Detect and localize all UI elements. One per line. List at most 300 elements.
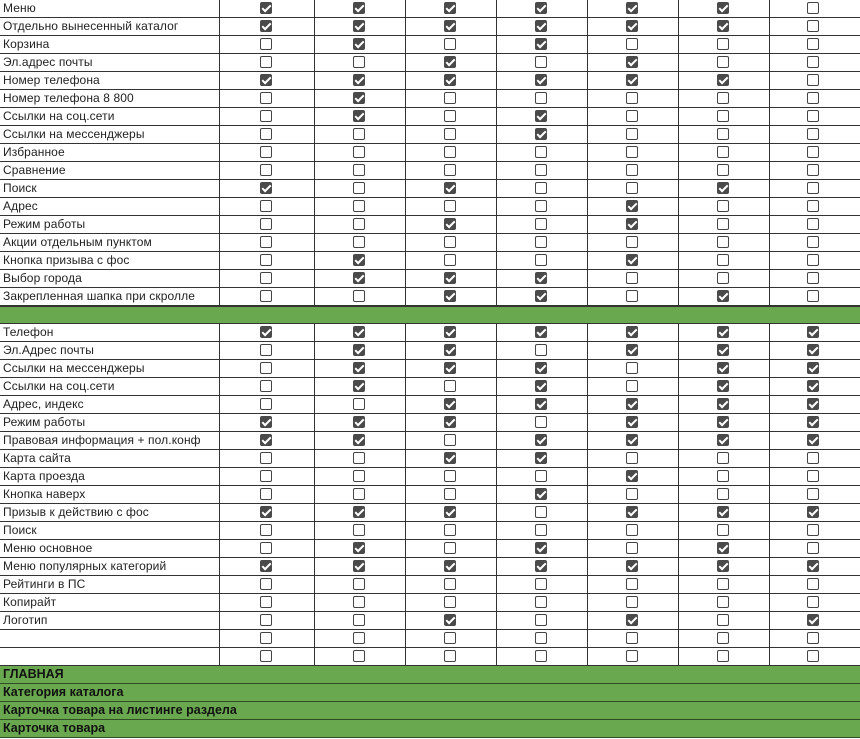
checkbox-unchecked[interactable] [444, 146, 456, 158]
checkbox-unchecked[interactable] [353, 524, 365, 536]
table-cell [770, 216, 860, 233]
checkbox-checked[interactable] [535, 398, 547, 410]
checkbox-unchecked[interactable] [353, 632, 365, 644]
checkbox-unchecked[interactable] [807, 236, 819, 248]
checkbox-checked[interactable] [535, 272, 547, 284]
checkbox-unchecked[interactable] [626, 290, 638, 302]
checkbox-unchecked[interactable] [535, 416, 547, 428]
checkbox-unchecked[interactable] [717, 614, 729, 626]
checkbox-checked[interactable] [717, 290, 729, 302]
checkbox-unchecked[interactable] [444, 38, 456, 50]
checkbox-checked[interactable] [626, 20, 638, 32]
checkbox-unchecked[interactable] [535, 146, 547, 158]
table-cell [679, 342, 770, 359]
checkbox-unchecked[interactable] [807, 200, 819, 212]
row-label [0, 648, 220, 665]
checkbox-unchecked[interactable] [444, 524, 456, 536]
checkbox-unchecked[interactable] [717, 38, 729, 50]
checkbox-unchecked[interactable] [444, 110, 456, 122]
checkbox-unchecked[interactable] [717, 236, 729, 248]
checkbox-unchecked[interactable] [626, 524, 638, 536]
checkbox-unchecked[interactable] [260, 164, 272, 176]
checkbox-checked[interactable] [717, 506, 729, 518]
table-cell [406, 252, 497, 269]
checkbox-checked[interactable] [717, 182, 729, 194]
checkbox-checked[interactable] [807, 380, 819, 392]
checkbox-unchecked[interactable] [717, 92, 729, 104]
checkbox-unchecked[interactable] [717, 632, 729, 644]
checkbox-unchecked[interactable] [626, 92, 638, 104]
checkbox-unchecked[interactable] [353, 290, 365, 302]
checkbox-unchecked[interactable] [260, 236, 272, 248]
checkbox-unchecked[interactable] [260, 200, 272, 212]
checkbox-unchecked[interactable] [807, 20, 819, 32]
checkbox-unchecked[interactable] [260, 650, 272, 662]
checkbox-unchecked[interactable] [535, 236, 547, 248]
checkbox-checked[interactable] [535, 452, 547, 464]
table-cell [315, 162, 406, 179]
checkbox-unchecked[interactable] [444, 650, 456, 662]
checkbox-unchecked[interactable] [626, 236, 638, 248]
checkbox-checked[interactable] [353, 560, 365, 572]
checkbox-checked[interactable] [717, 416, 729, 428]
checkbox-unchecked[interactable] [260, 452, 272, 464]
checkbox-unchecked[interactable] [717, 56, 729, 68]
checkbox-unchecked[interactable] [260, 596, 272, 608]
checkbox-checked[interactable] [444, 614, 456, 626]
checkbox-checked[interactable] [717, 398, 729, 410]
checkbox-checked[interactable] [260, 434, 272, 446]
checkbox-unchecked[interactable] [444, 578, 456, 590]
checkbox-unchecked[interactable] [353, 650, 365, 662]
checkbox-checked[interactable] [353, 326, 365, 338]
checkbox-checked[interactable] [717, 20, 729, 32]
table-cell [406, 432, 497, 449]
checkbox-checked[interactable] [353, 416, 365, 428]
checkbox-unchecked[interactable] [353, 398, 365, 410]
checkbox-unchecked[interactable] [353, 128, 365, 140]
checkbox-checked[interactable] [444, 2, 456, 14]
table-cell [497, 630, 588, 647]
checkbox-checked[interactable] [444, 20, 456, 32]
checkbox-unchecked[interactable] [807, 632, 819, 644]
checkbox-checked[interactable] [626, 398, 638, 410]
checkbox-checked[interactable] [353, 344, 365, 356]
checkbox-unchecked[interactable] [353, 488, 365, 500]
checkbox-unchecked[interactable] [717, 110, 729, 122]
checkbox-unchecked[interactable] [260, 632, 272, 644]
table-row [0, 594, 860, 612]
checkbox-unchecked[interactable] [807, 2, 819, 14]
checkbox-checked[interactable] [353, 362, 365, 374]
checkbox-checked[interactable] [807, 398, 819, 410]
checkbox-unchecked[interactable] [353, 200, 365, 212]
checkbox-checked[interactable] [260, 20, 272, 32]
table-cell [679, 396, 770, 413]
checkbox-unchecked[interactable] [717, 218, 729, 230]
checkbox-unchecked[interactable] [807, 92, 819, 104]
checkbox-checked[interactable] [260, 326, 272, 338]
checkbox-unchecked[interactable] [535, 470, 547, 482]
checkbox-unchecked[interactable] [535, 524, 547, 536]
checkbox-unchecked[interactable] [444, 488, 456, 500]
checkbox-unchecked[interactable] [535, 92, 547, 104]
checkbox-unchecked[interactable] [260, 380, 272, 392]
checkbox-checked[interactable] [444, 560, 456, 572]
checkbox-unchecked[interactable] [717, 200, 729, 212]
checkbox-unchecked[interactable] [260, 290, 272, 302]
checkbox-checked[interactable] [444, 326, 456, 338]
checkbox-unchecked[interactable] [535, 344, 547, 356]
checkbox-checked[interactable] [444, 452, 456, 464]
table-cell [406, 72, 497, 89]
checkbox-checked[interactable] [626, 200, 638, 212]
section-header[interactable]: Карточка товара на листинге раздела [0, 702, 860, 720]
checkbox-unchecked[interactable] [717, 164, 729, 176]
checkbox-unchecked[interactable] [717, 254, 729, 266]
checkbox-checked[interactable] [626, 74, 638, 86]
checkbox-checked[interactable] [807, 506, 819, 518]
checkbox-checked[interactable] [444, 506, 456, 518]
checkbox-checked[interactable] [717, 2, 729, 14]
checkbox-unchecked[interactable] [535, 506, 547, 518]
checkbox-checked[interactable] [807, 434, 819, 446]
table-cell [315, 378, 406, 395]
checkbox-checked[interactable] [260, 506, 272, 518]
checkbox-unchecked[interactable] [444, 254, 456, 266]
checkbox-unchecked[interactable] [626, 488, 638, 500]
section-header[interactable]: Карточка товара [0, 720, 860, 738]
checkbox-unchecked[interactable] [260, 542, 272, 554]
checkbox-checked[interactable] [260, 560, 272, 572]
checkbox-unchecked[interactable] [807, 452, 819, 464]
table-cell [770, 108, 860, 125]
checkbox-checked[interactable] [807, 560, 819, 572]
checkbox-checked[interactable] [717, 380, 729, 392]
checkbox-checked[interactable] [807, 416, 819, 428]
table-cell [588, 648, 679, 665]
checkbox-checked[interactable] [444, 272, 456, 284]
checkbox-checked[interactable] [535, 362, 547, 374]
checkbox-unchecked[interactable] [626, 452, 638, 464]
checkbox-unchecked[interactable] [353, 452, 365, 464]
checkbox-unchecked[interactable] [717, 524, 729, 536]
checkbox-checked[interactable] [535, 2, 547, 14]
checkbox-checked[interactable] [626, 416, 638, 428]
checkbox-checked[interactable] [353, 506, 365, 518]
checkbox-checked[interactable] [717, 362, 729, 374]
checkbox-unchecked[interactable] [353, 218, 365, 230]
checkbox-unchecked[interactable] [807, 56, 819, 68]
checkbox-unchecked[interactable] [353, 596, 365, 608]
table-cell [315, 468, 406, 485]
checkbox-unchecked[interactable] [444, 164, 456, 176]
checkbox-unchecked[interactable] [444, 236, 456, 248]
checkbox-checked[interactable] [717, 326, 729, 338]
checkbox-unchecked[interactable] [807, 182, 819, 194]
checkbox-unchecked[interactable] [626, 632, 638, 644]
checkbox-checked[interactable] [626, 254, 638, 266]
checkbox-unchecked[interactable] [353, 182, 365, 194]
checkbox-unchecked[interactable] [717, 488, 729, 500]
checkbox-unchecked[interactable] [717, 146, 729, 158]
checkbox-checked[interactable] [444, 74, 456, 86]
checkbox-unchecked[interactable] [807, 146, 819, 158]
checkbox-checked[interactable] [353, 2, 365, 14]
checkbox-unchecked[interactable] [535, 56, 547, 68]
checkbox-checked[interactable] [535, 434, 547, 446]
checkbox-checked[interactable] [535, 488, 547, 500]
checkbox-checked[interactable] [353, 38, 365, 50]
checkbox-unchecked[interactable] [353, 470, 365, 482]
table-cell [315, 126, 406, 143]
checkbox-checked[interactable] [353, 20, 365, 32]
checkbox-unchecked[interactable] [535, 218, 547, 230]
checkbox-unchecked[interactable] [353, 164, 365, 176]
checkbox-unchecked[interactable] [807, 596, 819, 608]
checkbox-unchecked[interactable] [444, 380, 456, 392]
checkbox-checked[interactable] [353, 92, 365, 104]
checkbox-checked[interactable] [353, 380, 365, 392]
checkbox-unchecked[interactable] [626, 38, 638, 50]
checkbox-unchecked[interactable] [807, 110, 819, 122]
checkbox-checked[interactable] [717, 560, 729, 572]
checkbox-unchecked[interactable] [444, 542, 456, 554]
checkbox-checked[interactable] [535, 110, 547, 122]
checkbox-checked[interactable] [535, 38, 547, 50]
checkbox-checked[interactable] [807, 326, 819, 338]
table-cell [679, 522, 770, 539]
checkbox-unchecked[interactable] [535, 632, 547, 644]
checkbox-unchecked[interactable] [626, 146, 638, 158]
checkbox-unchecked[interactable] [807, 164, 819, 176]
checkbox-checked[interactable] [535, 290, 547, 302]
checkbox-checked[interactable] [444, 398, 456, 410]
checkbox-checked[interactable] [260, 182, 272, 194]
checkbox-checked[interactable] [444, 362, 456, 374]
checkbox-checked[interactable] [535, 542, 547, 554]
table-cell [588, 180, 679, 197]
checkbox-checked[interactable] [444, 344, 456, 356]
table-cell [220, 522, 315, 539]
checkbox-unchecked[interactable] [807, 524, 819, 536]
table-cell [406, 180, 497, 197]
checkbox-checked[interactable] [626, 614, 638, 626]
table-cell [679, 18, 770, 35]
checkbox-unchecked[interactable] [444, 92, 456, 104]
checkbox-unchecked[interactable] [260, 56, 272, 68]
table-cell [220, 252, 315, 269]
table-cell [679, 432, 770, 449]
checkbox-checked[interactable] [717, 344, 729, 356]
checkbox-unchecked[interactable] [807, 128, 819, 140]
checkbox-checked[interactable] [717, 74, 729, 86]
checkbox-unchecked[interactable] [535, 164, 547, 176]
checkbox-checked[interactable] [626, 506, 638, 518]
checkbox-unchecked[interactable] [717, 470, 729, 482]
checkbox-checked[interactable] [444, 290, 456, 302]
checkbox-unchecked[interactable] [535, 578, 547, 590]
table-cell [679, 108, 770, 125]
table-cell [770, 162, 860, 179]
checkbox-unchecked[interactable] [807, 74, 819, 86]
section-header[interactable]: Категория каталога [0, 684, 860, 702]
table-cell [315, 558, 406, 575]
checkbox-unchecked[interactable] [260, 524, 272, 536]
checkbox-unchecked[interactable] [353, 614, 365, 626]
checkbox-unchecked[interactable] [260, 92, 272, 104]
checkbox-unchecked[interactable] [626, 128, 638, 140]
checkbox-checked[interactable] [353, 254, 365, 266]
checkbox-checked[interactable] [626, 326, 638, 338]
checkbox-checked[interactable] [260, 2, 272, 14]
table-cell [770, 612, 860, 629]
checkbox-unchecked[interactable] [807, 218, 819, 230]
table-cell [406, 126, 497, 143]
checkbox-unchecked[interactable] [717, 578, 729, 590]
checkbox-unchecked[interactable] [807, 272, 819, 284]
checkbox-checked[interactable] [535, 560, 547, 572]
checkbox-unchecked[interactable] [260, 128, 272, 140]
checkbox-checked[interactable] [807, 362, 819, 374]
checkbox-checked[interactable] [353, 74, 365, 86]
checkbox-unchecked[interactable] [626, 578, 638, 590]
checkbox-unchecked[interactable] [626, 362, 638, 374]
checkbox-unchecked[interactable] [353, 146, 365, 158]
checkbox-unchecked[interactable] [260, 488, 272, 500]
checkbox-unchecked[interactable] [260, 272, 272, 284]
checkbox-unchecked[interactable] [717, 128, 729, 140]
checkbox-unchecked[interactable] [717, 596, 729, 608]
checkbox-checked[interactable] [353, 110, 365, 122]
table-cell [770, 54, 860, 71]
checkbox-unchecked[interactable] [535, 182, 547, 194]
table-row [0, 216, 860, 234]
checkbox-unchecked[interactable] [260, 398, 272, 410]
checkbox-unchecked[interactable] [444, 632, 456, 644]
checkbox-unchecked[interactable] [717, 650, 729, 662]
checkbox-unchecked[interactable] [626, 596, 638, 608]
table-cell [497, 162, 588, 179]
checkbox-unchecked[interactable] [717, 272, 729, 284]
checkbox-unchecked[interactable] [260, 362, 272, 374]
table-cell [220, 18, 315, 35]
checkbox-unchecked[interactable] [260, 344, 272, 356]
checkbox-unchecked[interactable] [353, 236, 365, 248]
checkbox-checked[interactable] [717, 542, 729, 554]
table-cell [315, 108, 406, 125]
checkbox-checked[interactable] [444, 182, 456, 194]
checkbox-unchecked[interactable] [535, 254, 547, 266]
checkbox-unchecked[interactable] [626, 110, 638, 122]
checkbox-unchecked[interactable] [807, 650, 819, 662]
checkbox-checked[interactable] [535, 380, 547, 392]
table-cell [315, 576, 406, 593]
checkbox-checked[interactable] [535, 20, 547, 32]
table-row [0, 0, 860, 18]
checkbox-unchecked[interactable] [807, 542, 819, 554]
checkbox-checked[interactable] [626, 434, 638, 446]
checkbox-unchecked[interactable] [626, 650, 638, 662]
checkbox-unchecked[interactable] [260, 218, 272, 230]
table-cell [770, 144, 860, 161]
checkbox-unchecked[interactable] [444, 596, 456, 608]
checkbox-unchecked[interactable] [260, 38, 272, 50]
checkbox-unchecked[interactable] [260, 578, 272, 590]
table-cell [406, 468, 497, 485]
checkbox-checked[interactable] [535, 326, 547, 338]
checkbox-checked[interactable] [260, 416, 272, 428]
checkbox-unchecked[interactable] [626, 380, 638, 392]
checkbox-unchecked[interactable] [535, 614, 547, 626]
checkbox-unchecked[interactable] [444, 128, 456, 140]
row-label: Режим работы [0, 216, 220, 233]
checkbox-unchecked[interactable] [260, 110, 272, 122]
checkbox-checked[interactable] [626, 56, 638, 68]
checkbox-unchecked[interactable] [353, 578, 365, 590]
table-cell [497, 504, 588, 521]
checkbox-unchecked[interactable] [626, 542, 638, 554]
checkbox-unchecked[interactable] [444, 470, 456, 482]
checkbox-unchecked[interactable] [626, 182, 638, 194]
checkbox-checked[interactable] [444, 56, 456, 68]
checkbox-checked[interactable] [626, 560, 638, 572]
checkbox-checked[interactable] [535, 128, 547, 140]
checkbox-unchecked[interactable] [444, 200, 456, 212]
row-label: Номер телефона 8 800 [0, 90, 220, 107]
checkbox-unchecked[interactable] [260, 470, 272, 482]
checkbox-unchecked[interactable] [807, 254, 819, 266]
checkbox-checked[interactable] [353, 272, 365, 284]
checkbox-checked[interactable] [260, 74, 272, 86]
table-cell [220, 540, 315, 557]
checkbox-unchecked[interactable] [260, 254, 272, 266]
table-cell [588, 234, 679, 251]
checkbox-unchecked[interactable] [535, 596, 547, 608]
checkbox-unchecked[interactable] [444, 434, 456, 446]
checkbox-checked[interactable] [353, 542, 365, 554]
checkbox-unchecked[interactable] [260, 146, 272, 158]
checkbox-unchecked[interactable] [626, 164, 638, 176]
table-cell [315, 540, 406, 557]
checkbox-checked[interactable] [353, 434, 365, 446]
checkbox-unchecked[interactable] [807, 488, 819, 500]
checkbox-unchecked[interactable] [807, 290, 819, 302]
checkbox-checked[interactable] [626, 218, 638, 230]
checkbox-checked[interactable] [807, 344, 819, 356]
checkbox-unchecked[interactable] [535, 650, 547, 662]
checkbox-checked[interactable] [807, 614, 819, 626]
checkbox-unchecked[interactable] [807, 470, 819, 482]
checkbox-unchecked[interactable] [807, 38, 819, 50]
checkbox-unchecked[interactable] [535, 200, 547, 212]
checkbox-unchecked[interactable] [353, 56, 365, 68]
checkbox-checked[interactable] [444, 218, 456, 230]
checkbox-unchecked[interactable] [807, 578, 819, 590]
checkbox-unchecked[interactable] [260, 614, 272, 626]
checkbox-unchecked[interactable] [626, 272, 638, 284]
checkbox-checked[interactable] [626, 2, 638, 14]
checkbox-checked[interactable] [444, 416, 456, 428]
table-cell [406, 54, 497, 71]
table-cell [497, 270, 588, 287]
checkbox-checked[interactable] [626, 344, 638, 356]
checkbox-checked[interactable] [535, 74, 547, 86]
section-header[interactable]: ГЛАВНАЯ [0, 666, 860, 684]
checkbox-unchecked[interactable] [717, 452, 729, 464]
checkbox-checked[interactable] [717, 434, 729, 446]
checkbox-checked[interactable] [626, 470, 638, 482]
